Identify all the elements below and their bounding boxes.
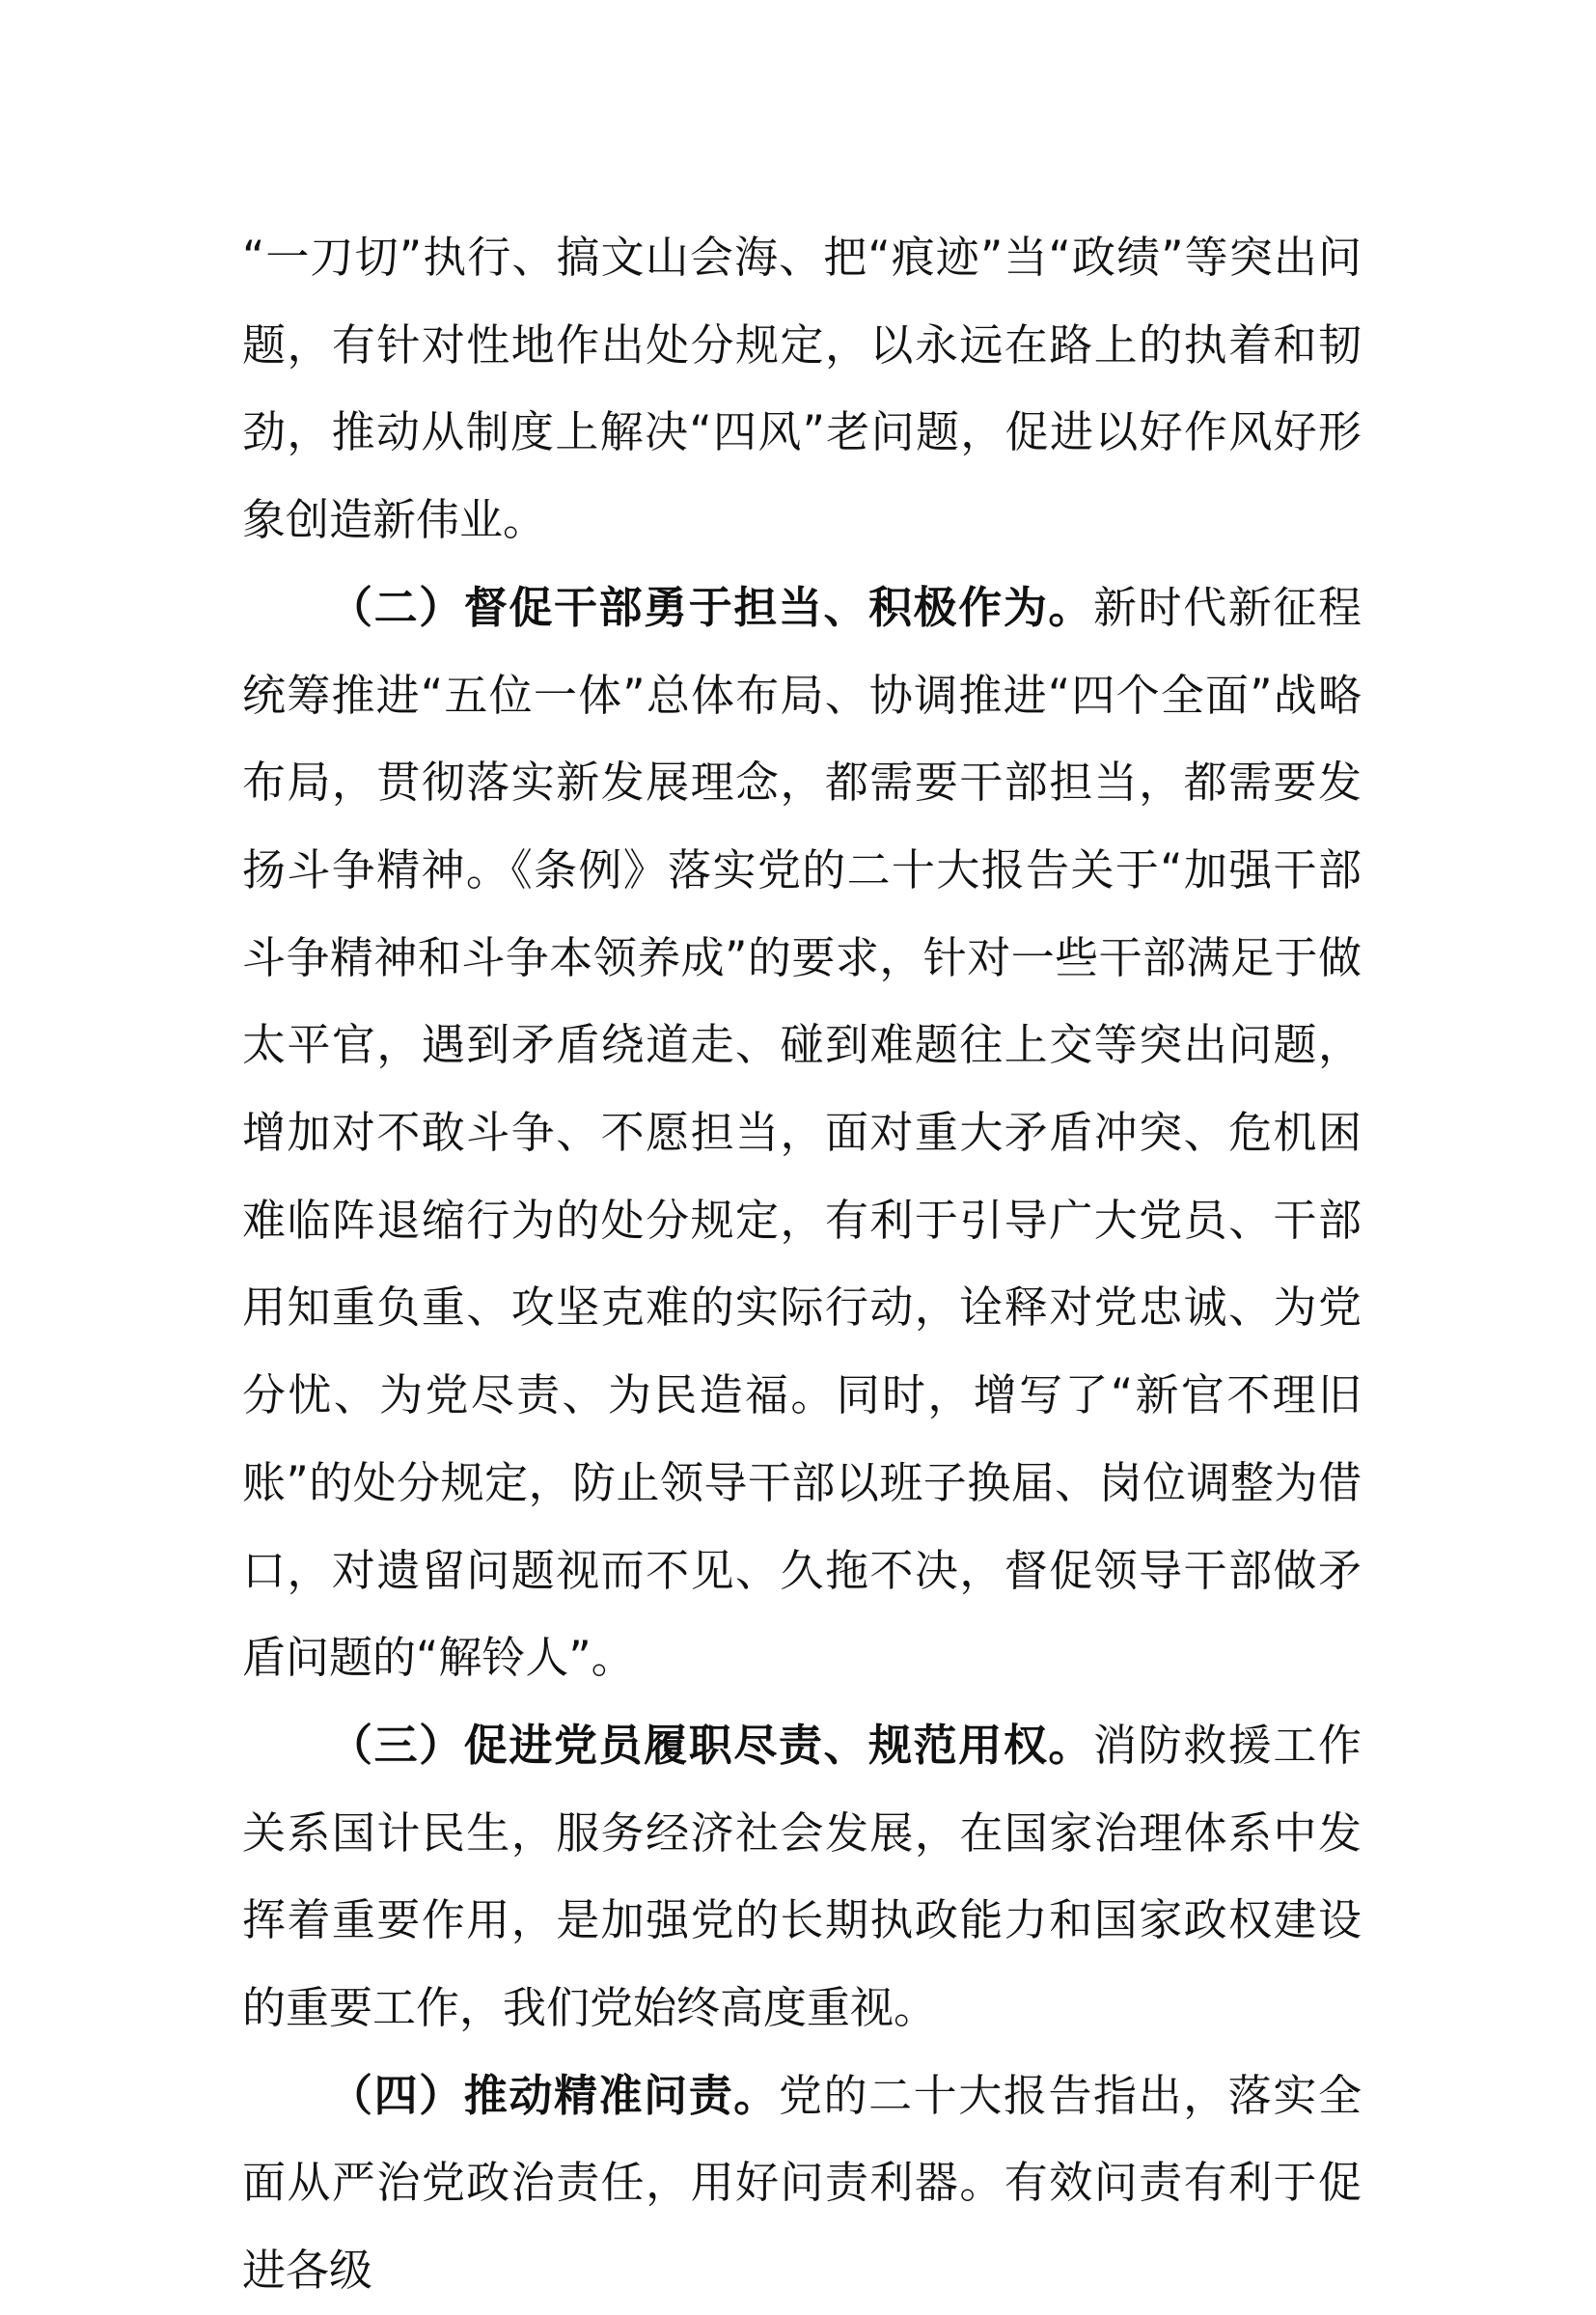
- paragraph-section-2: [242, 565, 1362, 1702]
- paragraph-section-4: [242, 2053, 1362, 2315]
- section-heading: （三）促进党员履职尽责、规范用权。: [329, 1719, 1094, 1771]
- paragraph-body: “一刀切”执行、搞文山会海、把“痕迹”当“政绩”等突出问题，有针对性地作出处分规定，以永远在路上的执着和韧劲，推动从制度上解决“四风”老问题，促进以好作风好形象创造新伟业。: [242, 232, 1362, 546]
- section-heading: （四）推动精准问责。: [329, 2069, 779, 2121]
- section-heading: （二）督促干部勇于担当、积极作为。: [329, 581, 1094, 633]
- paragraph-section-3: [242, 1702, 1362, 2053]
- paragraph-body: 新时代新征程统筹推进“五位一体”总体布局、协调推进“四个全面”战略布局，贯彻落实新发展理念，都需要干部担当，都需要发扬斗争精神。《条例》落实党的二十大报告关于“加强干部斗争精神和斗争本领养成”的要求，针对一些干部满足于做太平官，遇到矛盾绕道走、碰到难题往上交等突出问题，增加对不敢斗争、不愿担当，面对重大矛盾冲突、危机困难临阵退缩行为的处分规定，有利于引导广大党员、干部用知重负重、攻坚克难的实际行动，诠释对党忠诚、为党分忧、为党尽责、为民造福。同时，增写了“新官不理旧账”的处分规定，防止领导干部以班子换届、岗位调整为借口，对遗留问题视而不见、久拖不决，督促领导干部做矛盾问题的“解铃人”。: [242, 581, 1362, 1684]
- paragraph-body: 消防救援工作关系国计民生，服务经济社会发展，在国家治理体系中发挥着重要作用，是加强党的长期执政能力和国家政权建设的重要工作，我们党始终高度重视。: [242, 1719, 1362, 2034]
- document-page: [242, 214, 1362, 2315]
- paragraph-body: 党的二十大报告指出，落实全面从严治党政治责任，用好问责利器。有效问责有利于促进各级: [242, 2069, 1362, 2297]
- paragraph-continuation: [242, 214, 1362, 565]
